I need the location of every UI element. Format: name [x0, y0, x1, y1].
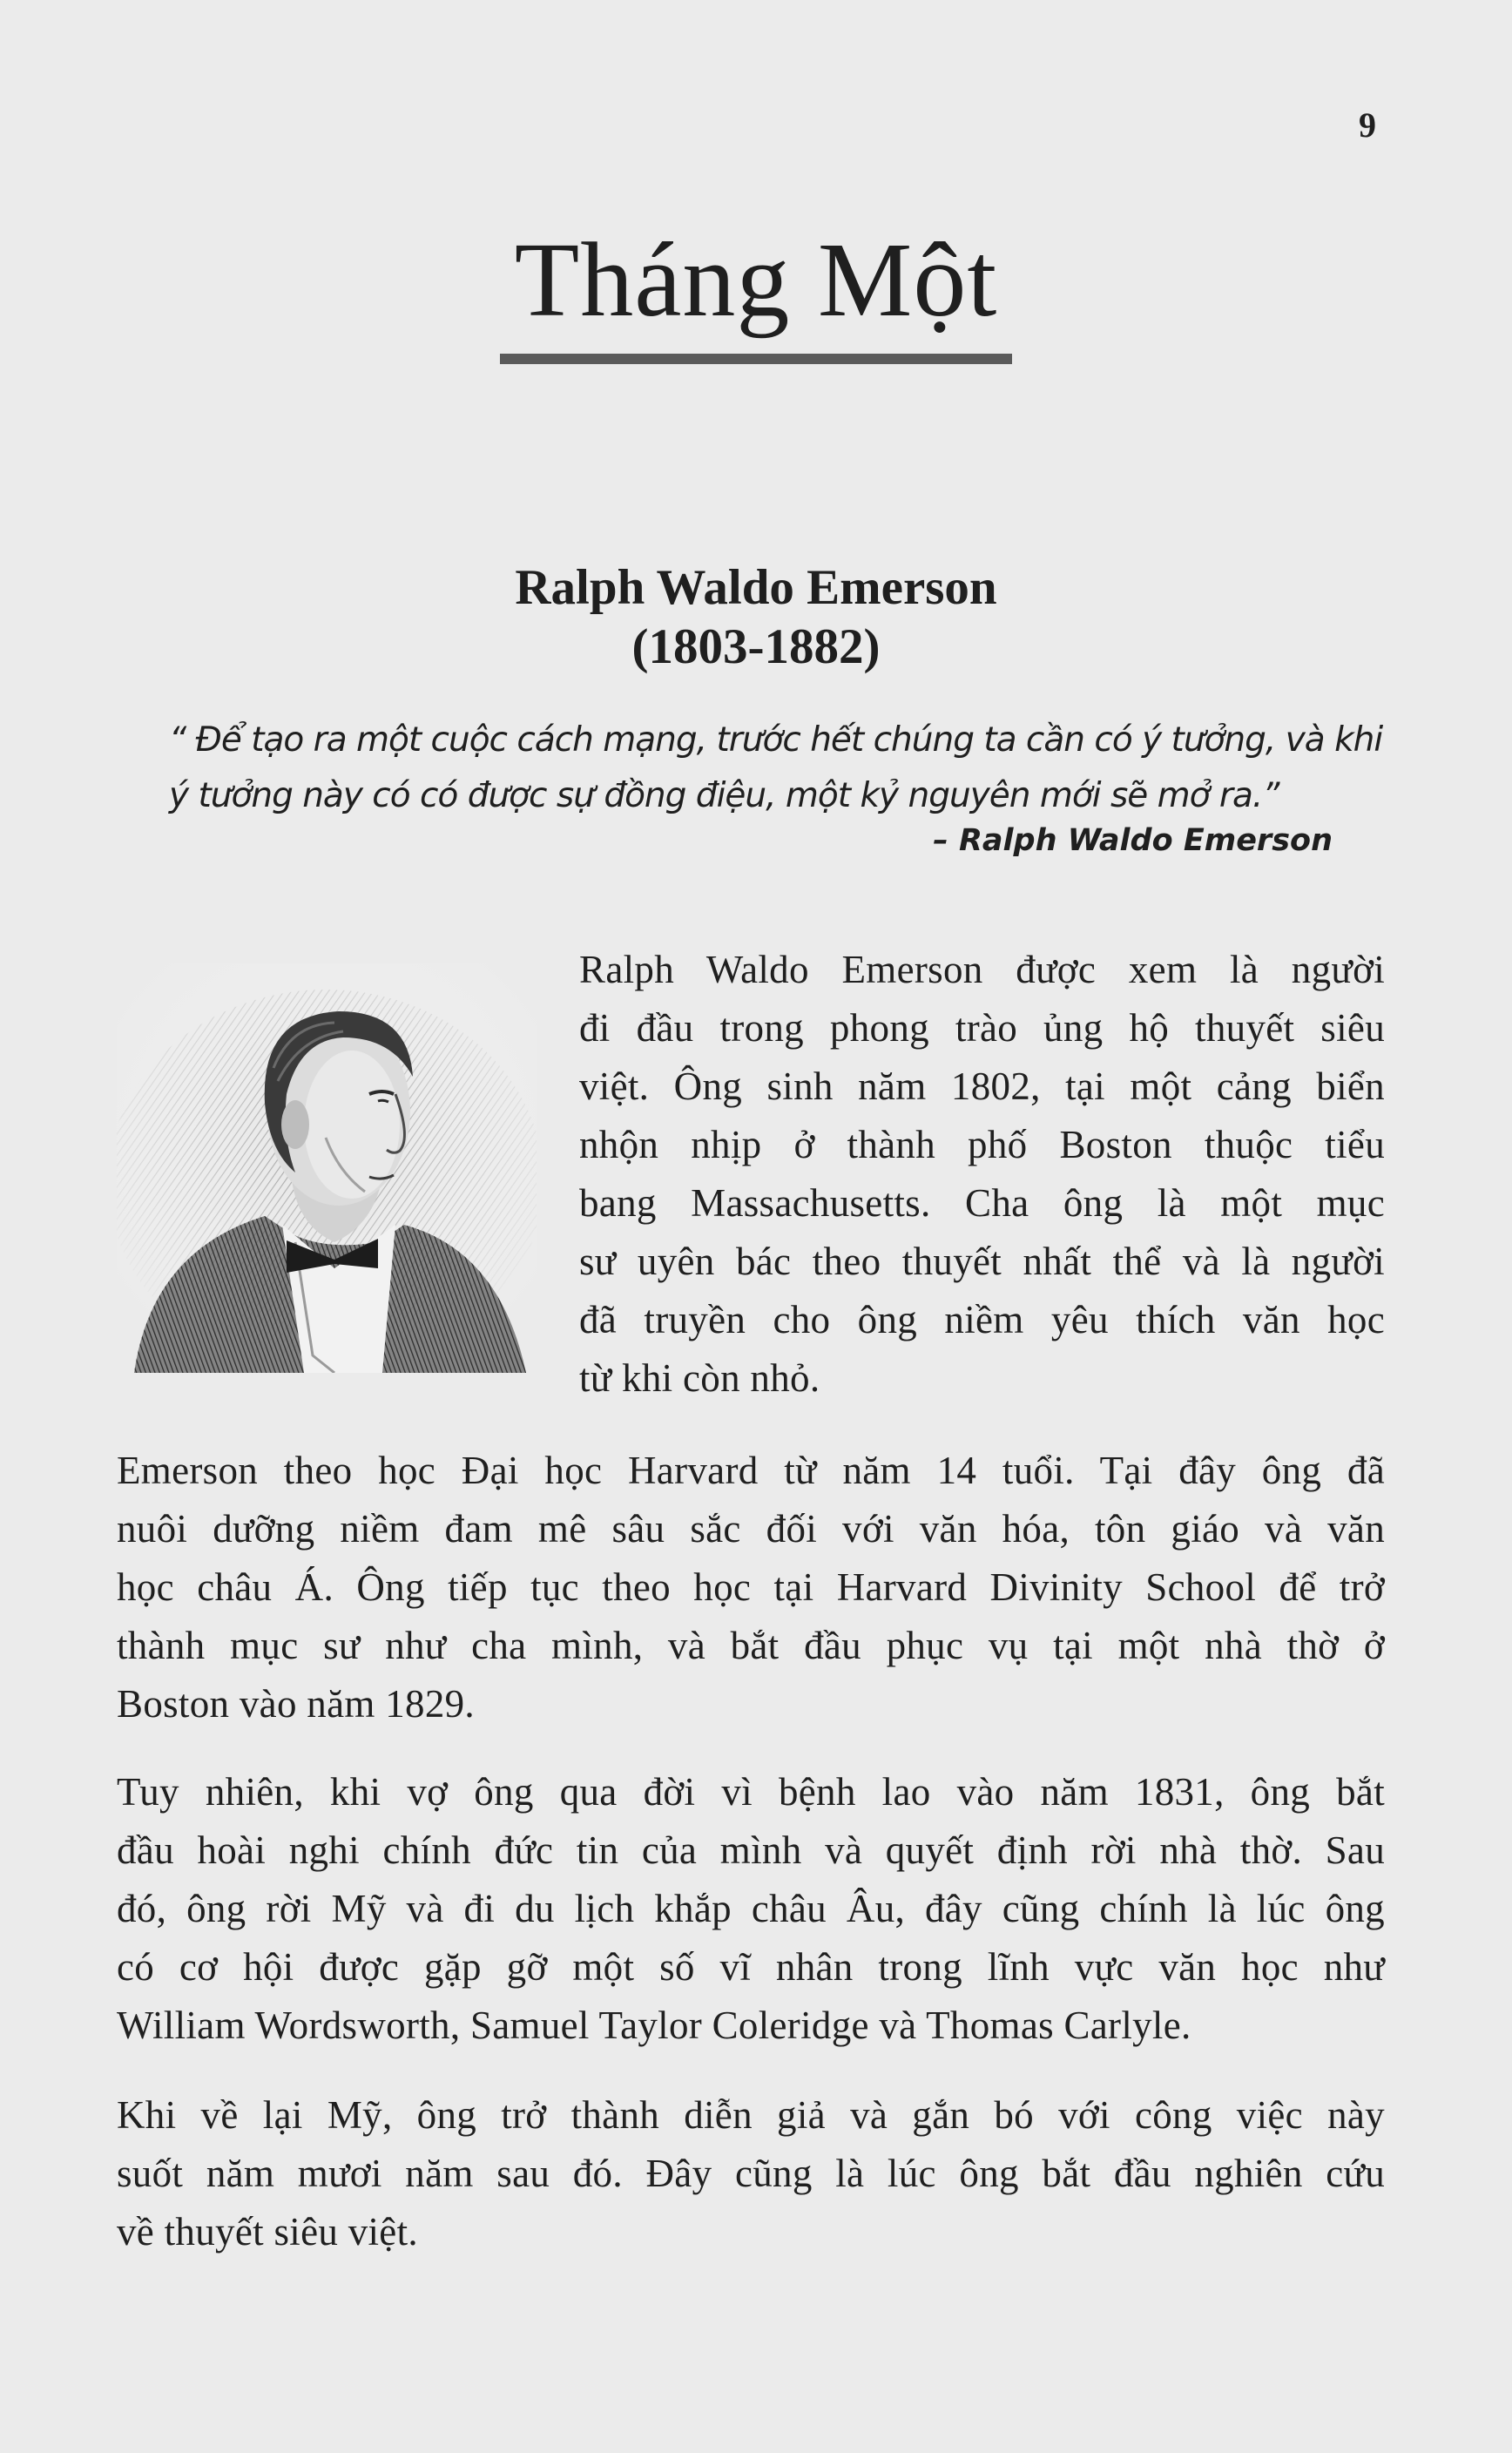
portrait-image — [117, 963, 537, 1373]
paragraph-line: đầu hoài nghi chính đức tin của mình và quyết định rời nhà thờ. Sau — [117, 1828, 1385, 1872]
epigraph-quote — [169, 713, 1388, 824]
quote-attribution: – Ralph Waldo Emerson — [933, 823, 1333, 858]
paragraph-line: bang Massachusetts. Cha ông là một mục — [579, 1181, 1385, 1225]
paragraph-line: Tuy nhiên, khi vợ ông qua đời vì bệnh lao vào năm 1831, ông bắt — [117, 1770, 1385, 1814]
chapter-title: Tháng Một — [514, 221, 998, 339]
paragraph-line: từ khi còn nhỏ. — [579, 1356, 820, 1400]
paragraph-line: suốt năm mươi năm sau đó. Đây cũng là lúc ông bắt đầu nghiên cứu — [117, 2152, 1385, 2195]
paragraph-line: đó, ông rời Mỹ và đi du lịch khắp châu Âu, đây cũng chính là lúc ông — [117, 1887, 1385, 1930]
paragraph-line: học châu Á. Ông tiếp tục theo học tại Harvard Divinity School để trở — [117, 1565, 1385, 1609]
paragraph-line: Boston vào năm 1829. — [117, 1682, 475, 1726]
quote-line: “ Để tạo ra một cuộc cách mạng, trước hết chúng ta cần có ý tưởng, và khi — [169, 720, 1383, 760]
paragraph-harvard — [117, 1442, 1385, 1733]
paragraph-return — [117, 2086, 1385, 2261]
author-years: (1803-1882) — [631, 619, 881, 674]
paragraph-europe — [117, 1763, 1385, 2055]
page-number: 9 — [1359, 105, 1376, 145]
paragraph-line: đã truyền cho ông niềm yêu thích văn học — [579, 1298, 1385, 1341]
paragraph-line: về thuyết siêu việt. — [117, 2210, 418, 2254]
quote-line: ý tưởng này có có được sự đồng điệu, một kỷ nguyên mới sẽ mở ra.” — [169, 776, 1279, 815]
author-name: Ralph Waldo Emerson — [515, 560, 997, 615]
paragraph-line: sư uyên bác theo thuyết nhất thể và là người — [579, 1240, 1385, 1283]
title-underline — [500, 354, 1012, 364]
paragraph-line: có cơ hội được gặp gỡ một số vĩ nhân trong lĩnh vực văn học như — [117, 1945, 1385, 1989]
paragraph-line: thành mục sư như cha mình, và bắt đầu phục vụ tại một nhà thờ ở — [117, 1624, 1385, 1667]
paragraph-line: nhộn nhịp ở thành phố Boston thuộc tiểu — [579, 1123, 1385, 1166]
intro-paragraph — [579, 941, 1385, 1408]
paragraph-line: Ralph Waldo Emerson được xem là người — [579, 948, 1385, 991]
paragraph-line: Emerson theo học Đại học Harvard từ năm 14 tuổi. Tại đây ông đã — [117, 1449, 1385, 1492]
paragraph-line: William Wordsworth, Samuel Taylor Coleridge và Thomas Carlyle. — [117, 2004, 1191, 2047]
paragraph-line: nuôi dưỡng niềm đam mê sâu sắc đối với văn hóa, tôn giáo và văn — [117, 1507, 1385, 1551]
paragraph-line: đi đầu trong phong trào ủng hộ thuyết siêu — [579, 1006, 1385, 1050]
paragraph-line: việt. Ông sinh năm 1802, tại một cảng biển — [579, 1064, 1385, 1108]
paragraph-line: Khi về lại Mỹ, ông trở thành diễn giả và gắn bó với công việc này — [117, 2093, 1385, 2137]
